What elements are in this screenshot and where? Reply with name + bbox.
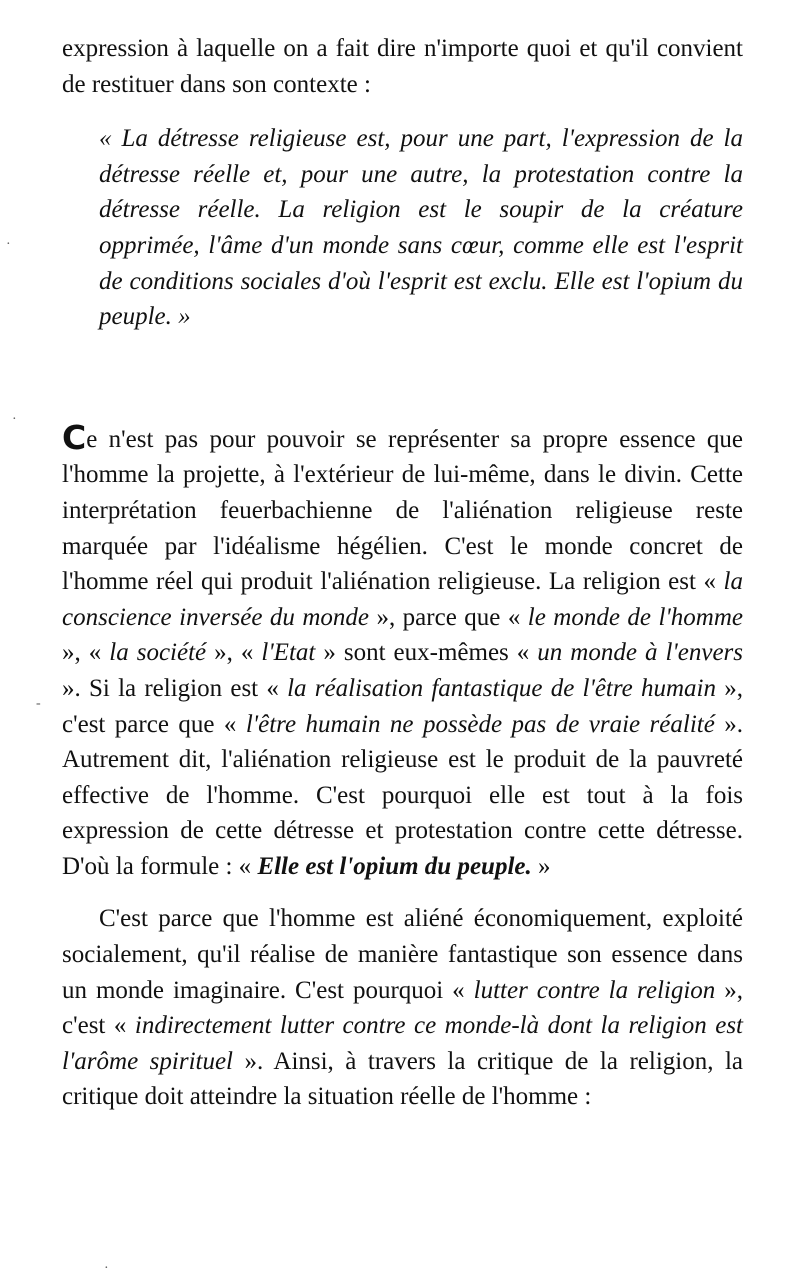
opium-formula: Elle est l'opium du peuple. (257, 852, 532, 880)
opening-paragraph: expression à laquelle on a fait dire n'importe quoi et qu'il convient de restituer dans son contexte : (62, 35, 743, 98)
margin-mark: · (6, 237, 11, 252)
paragraph-critique: C'est parce que l'homme est aliéné économiquement, exploité socialement, qu'il réalise de manière fantastique son essence dans un monde imaginaire. C'est pourquoi « lutter contre la religion », c'est « indirectement lutter contre ce monde-là dont la religion est l'arôme spirituel ». Ainsi, à travers la critique de la religion, la critique doit atteindre la situation réelle de l'homme : (62, 905, 743, 1111)
drop-cap: C (62, 417, 87, 457)
paragraph-alienation: Ce n'est pas pour pouvoir se représenter sa propre essence que l'homme la projette, à l'extérieur de lui-même, dans le divin. Cette interprétation feuerbachienne de l'aliénation religieuse reste marquée par l'idéalisme hégélien. C'est le monde concret de l'homme réel qui produit l'aliénation religieuse. La religion est « la conscience inversée du monde », parce que « le monde de l'homme », « la société », « l'Etat » sont eux-mêmes « un monde à l'envers ». Si la religion est « la réalisation fantastique de l'être humain », c'est parce que « l'être humain ne possède pas de vraie réalité ». Autrement dit, l'aliénation religieuse est le produit de la pauvreté effective de l'homme. C'est pourquoi elle est tout à la fois expression de cette détresse et protestation contre cette détresse. D'où la formule : « Elle est l'opium du peuple. » (62, 417, 743, 880)
section-break (62, 335, 743, 419)
margin-mark: - (36, 696, 41, 711)
margin-mark: · (12, 412, 17, 427)
block-quote: « La détresse religieuse est, pour une part, l'expression de la détresse réelle et, pour une autre, la protestation contre la détresse réelle. La religion est le soupir de la créature opprimée, l'âme d'un monde sans cœur, comme elle est l'esprit de conditions sociales d'où l'esprit est exclu. Elle est l'opium du peuple. » (99, 125, 743, 331)
book-page (62, 31, 743, 1115)
margin-mark: · (104, 1261, 109, 1276)
